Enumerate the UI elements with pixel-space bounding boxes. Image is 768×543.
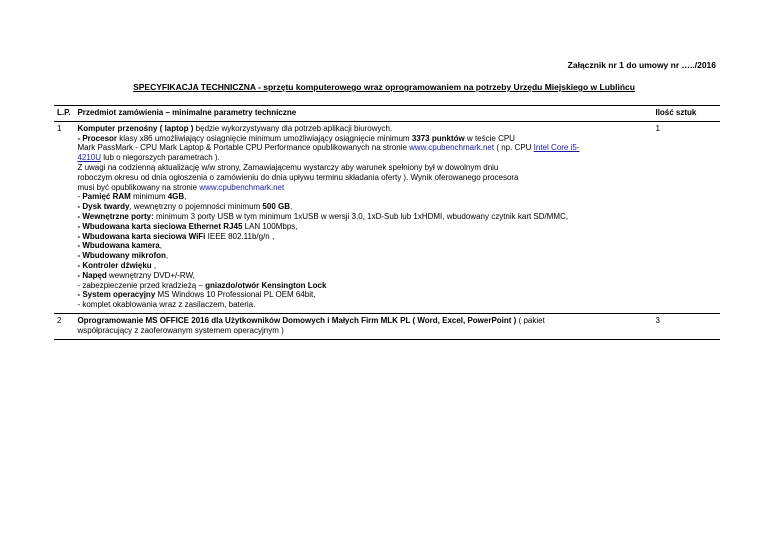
desc-line	[77, 290, 649, 300]
row-number: 1	[54, 121, 74, 313]
text: ,	[184, 192, 187, 202]
desc-line	[77, 183, 649, 193]
param-label: Pamięć RAM	[82, 192, 131, 202]
desc-line	[77, 202, 649, 212]
text: IEEE 802.11b/g/n ,	[205, 231, 275, 241]
param-label: - Kontroler dźwięku	[77, 260, 152, 270]
text: w teście CPU	[464, 133, 515, 143]
table-row	[54, 313, 720, 339]
param-label: - Napęd	[77, 270, 107, 280]
desc-line	[77, 232, 649, 242]
text: minimum 3 porty USB w tym minimum 1xUSB w wersji 3.0, 1xD-Sub lub 1xHDMI, wbudowany czytnik kart SD/MMC,	[153, 211, 569, 221]
desc-line	[77, 241, 649, 251]
desc-line	[77, 192, 649, 202]
benchmark-url[interactable]: www.cpubenchmark.net	[409, 143, 495, 153]
text: minimum	[130, 192, 168, 202]
item-name: Oprogramowanie MS OFFICE 2016 dla Użytkowników Domowych i Małych Firm MLK PL ( Word, Excel, PowerPoint )	[77, 315, 517, 325]
desc-line	[77, 143, 649, 153]
row-quantity: 3	[652, 313, 720, 339]
param-value: 500 GB	[262, 202, 290, 212]
text: będzie wykorzystywany dla potrzeb aplikacji biurowych.	[193, 123, 393, 133]
text: ( np. CPU	[494, 143, 534, 153]
text: ( pakiet	[516, 315, 545, 325]
row-number: 2	[54, 313, 74, 339]
param-value: 4GB	[167, 192, 185, 202]
table-row	[54, 121, 720, 313]
param-label: - Dysk twardy	[77, 202, 130, 212]
cpu-model-link[interactable]: 4210U	[77, 153, 102, 163]
text: Mark PassMark - CPU Mark Laptop & Portable CPU Performance opublikowanych na stronie	[77, 143, 410, 153]
text: , wewnętrzny o pojemności minimum	[129, 202, 263, 212]
param-value: gniazdo/otwór Kensington Lock	[205, 280, 327, 290]
text: ,	[290, 202, 293, 212]
desc-line	[77, 316, 649, 326]
param-label: - Wewnętrzne porty:	[77, 211, 154, 221]
param-label: - Procesor	[77, 133, 118, 143]
desc-line	[77, 261, 649, 271]
desc-line: - komplet okablowania wraz z zasilaczem, bateria.	[77, 300, 256, 310]
text: klasy x86 umożliwiający osiągnięcie minimum umożliwiający osiągnięcie minimum	[117, 133, 412, 143]
param-label: - Wbudowany mikrofon	[77, 251, 166, 261]
desc-line	[77, 222, 649, 232]
table-header-row	[54, 106, 720, 122]
cpu-model-link[interactable]: Intel Core i5-	[533, 143, 580, 153]
text: ,	[159, 241, 162, 251]
text: ,	[151, 260, 157, 270]
text: - zabezpieczenie przed kradzieżą –	[77, 280, 206, 290]
param-label: - System operacyjny	[77, 290, 156, 300]
text: lub o niegorszych parametrach ).	[101, 153, 220, 163]
param-label: - Wbudowana karta sieciowa Ethernet RJ45	[77, 221, 243, 231]
desc-line	[77, 251, 649, 261]
param-value: 3373 punktów	[411, 133, 465, 143]
desc-line	[77, 153, 649, 163]
param-label: - Wbudowana karta sieciowa WiFi	[77, 231, 206, 241]
text: ,	[165, 251, 169, 261]
text: LAN 100Mbps,	[242, 221, 298, 231]
desc-line: współpracujący z zaoferowanym systemem operacyjnym )	[77, 325, 284, 335]
row-quantity: 1	[652, 121, 720, 313]
desc-line	[77, 271, 649, 281]
param-label: - Wbudowana kamera	[77, 241, 160, 251]
specification-table	[54, 105, 720, 340]
header-quantity: Ilość sztuk	[652, 106, 720, 122]
row-description	[74, 313, 652, 339]
text: -	[77, 192, 83, 202]
text: MS Windows 10 Professional PL OEM 64bit,	[155, 290, 316, 300]
desc-line: Z uwagi na codzienną aktualizację w/w strony, Zamawiającemu wystarczy aby warunek spełniony był w dowolnym dniu	[77, 162, 499, 172]
header-item: Przedmiot zamówienia – minimalne parametry techniczne	[74, 106, 652, 122]
desc-line	[77, 124, 649, 134]
attachment-note: Załącznik nr 1 do umowy nr …../2016	[567, 60, 716, 70]
item-name: Komputer przenośny ( laptop )	[77, 123, 194, 133]
document-title: SPECYFIKACJA TECHNICZNA - sprzętu komputerowego wraz oprogramowaniem na potrzeby Urzędu Miejskiego w Lublińcu	[133, 82, 635, 92]
desc-line	[77, 134, 649, 144]
desc-line: roboczym okresu od dnia ogłoszenia o zamówieniu do dnia upływu terminu składania oferty ). Wynik oferowanego procesora	[77, 172, 519, 182]
benchmark-url[interactable]: www.cpubenchmark.net	[199, 182, 285, 192]
row-description	[74, 121, 652, 313]
desc-line	[77, 212, 649, 222]
desc-line	[77, 281, 649, 291]
text: musi być opublikowany na stronie	[77, 182, 200, 192]
text: wewnętrzny DVD+/-RW,	[106, 270, 195, 280]
header-lp: L.P.	[54, 106, 74, 122]
